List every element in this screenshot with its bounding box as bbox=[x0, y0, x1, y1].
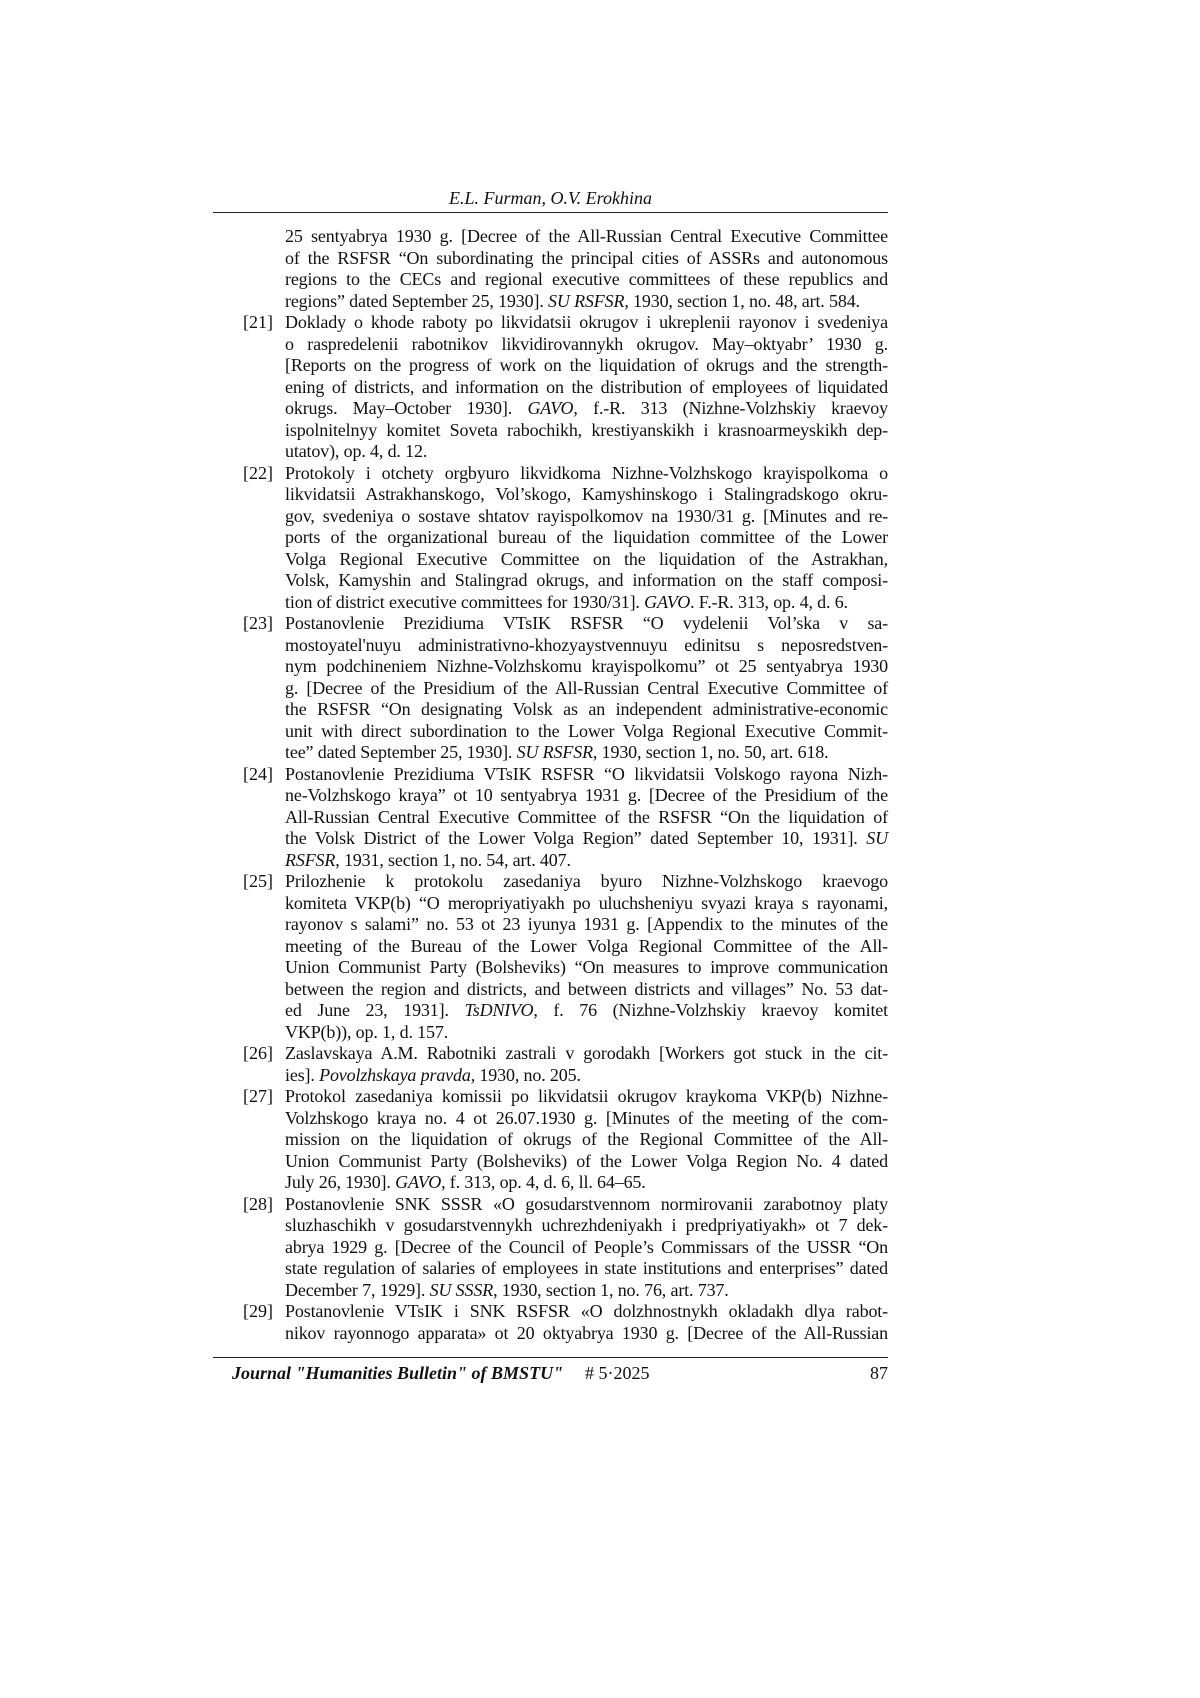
reference-number: [25] bbox=[243, 871, 273, 891]
reference-line bbox=[285, 979, 888, 1001]
reference-text: unit with direct subordination to the Lower Volga Regional Executive Commit- bbox=[285, 720, 888, 741]
reference-text: , 1930, no. 205. bbox=[470, 1064, 581, 1085]
journal-title: Journal "Humanities Bulletin" of BMSTU" bbox=[232, 1363, 564, 1383]
reference-line bbox=[285, 1258, 888, 1280]
reference-line bbox=[285, 850, 888, 872]
reference-line bbox=[285, 420, 888, 442]
reference-line bbox=[285, 785, 888, 807]
reference-line bbox=[285, 656, 888, 678]
reference-text: Postanovlenie VTsIK i SNK RSFSR «O dolzhnostnykh okladakh dlya rabot- bbox=[285, 1301, 888, 1321]
reference-list bbox=[213, 226, 888, 1344]
reference-text: g. [Decree of the Presidium of the All-Russian Central Executive Committee of bbox=[285, 677, 888, 698]
reference-line bbox=[285, 635, 888, 657]
source-title: RSFSR bbox=[285, 849, 336, 870]
reference-text: ening of districts, and information on the distribution of employees of liquidated bbox=[285, 376, 888, 397]
reference-line bbox=[285, 549, 888, 571]
reference-line bbox=[285, 1108, 888, 1130]
reference-text: Union Communist Party (Bolsheviks) “On measures to improve communication bbox=[285, 957, 888, 977]
reference-text: regions” dated September 25, 1930]. bbox=[285, 290, 549, 311]
reference-line bbox=[285, 377, 888, 399]
reference-text: , f.-R. 313 (Nizhne-Volzhskiy kraevoy bbox=[573, 398, 888, 418]
reference-line bbox=[285, 1172, 888, 1194]
reference-entry bbox=[213, 463, 888, 614]
reference-text: tion of district executive committees for 1930/31]. bbox=[285, 591, 645, 612]
reference-text: All-Russian Central Executive Committee of the RSFSR “On the liquidation of bbox=[285, 806, 888, 827]
reference-line bbox=[285, 527, 888, 549]
reference-text: Volzhskogo kraya no. 4 ot 26.07.1930 g. [Minutes of the meeting of the com- bbox=[285, 1107, 888, 1128]
source-title: SU RSFSR bbox=[516, 742, 593, 762]
reference-text: VKP(b)), op. 1, d. 157. bbox=[285, 1021, 449, 1042]
source-title: GAVO bbox=[395, 1172, 442, 1192]
reference-entry bbox=[213, 764, 888, 872]
reference-line bbox=[285, 1086, 888, 1108]
reference-line bbox=[285, 828, 888, 850]
reference-text: ed June 23, 1931]. bbox=[285, 1000, 465, 1020]
reference-text: , 1930, section 1, no. 48, art. 584. bbox=[624, 290, 860, 311]
reference-line bbox=[285, 398, 888, 420]
reference-line bbox=[285, 592, 888, 614]
header-rule bbox=[213, 212, 888, 213]
reference-text: komiteta VKP(b) “O meropriyatiyakh po uluchsheniyu svyazi kraya s rayonami, bbox=[285, 892, 888, 913]
reference-text: state regulation of salaries of employees in state institutions and enterprises” dated bbox=[285, 1258, 888, 1278]
reference-entry bbox=[213, 312, 888, 463]
running-header-authors: E.L. Furman, O.V. Erokhina bbox=[448, 188, 652, 208]
reference-number: [22] bbox=[243, 462, 273, 483]
reference-number: [23] bbox=[243, 613, 273, 633]
reference-line bbox=[285, 678, 888, 700]
reference-entry bbox=[213, 871, 888, 1043]
reference-number: [21] bbox=[243, 312, 273, 332]
reference-text: likvidatsii Astrakhanskogo, Vol’skogo, Kamyshinskogo i Stalingradskogo okru- bbox=[285, 484, 888, 504]
reference-line bbox=[285, 506, 888, 528]
reference-text: [Reports on the progress of work on the liquidation of okrugs and the strength- bbox=[285, 355, 888, 375]
source-title: SU RSFSR bbox=[548, 290, 625, 311]
reference-line bbox=[285, 463, 888, 485]
reference-text: tee” dated September 25, 1930]. bbox=[285, 742, 517, 762]
reference-line bbox=[285, 570, 888, 592]
reference-line bbox=[285, 721, 888, 743]
issue-number: # 5·2025 bbox=[585, 1363, 650, 1383]
reference-line bbox=[285, 355, 888, 377]
reference-number: [24] bbox=[243, 763, 273, 784]
reference-number: [26] bbox=[243, 1043, 273, 1063]
reference-text: regions to the CECs and regional executive committees of these republics and bbox=[285, 269, 888, 289]
reference-text: nikov rayonnogo apparata» ot 20 oktyabrya 1930 g. [Decree of the All-Russian bbox=[285, 1322, 888, 1343]
reference-text: rayonov s salami” no. 53 ot 23 iyunya 1931 g. [Appendix to the minutes of the bbox=[285, 914, 888, 934]
reference-text: , 1931, section 1, no. 54, art. 407. bbox=[335, 849, 571, 870]
reference-number: [29] bbox=[243, 1301, 273, 1321]
reference-line bbox=[285, 1129, 888, 1151]
reference-entry bbox=[213, 226, 888, 312]
reference-line bbox=[285, 957, 888, 979]
reference-text: Doklady o khode raboty po likvidatsii okrugov i ukreplenii rayonov i svedeniya bbox=[285, 312, 888, 332]
reference-text: Union Communist Party (Bolsheviks) of the Lower Volga Region No. 4 dated bbox=[285, 1150, 888, 1171]
reference-line bbox=[285, 484, 888, 506]
reference-text: Postanovlenie SNK SSSR «O gosudarstvennom normirovanii zarabotnoy platy bbox=[285, 1193, 888, 1214]
reference-text: , f. 313, op. 4, d. 6, ll. 64–65. bbox=[441, 1172, 646, 1192]
reference-text: ies]. bbox=[285, 1064, 320, 1085]
reference-text: Postanovlenie Prezidiuma VTsIK RSFSR “O likvidatsii Volskogo rayona Nizh- bbox=[285, 763, 888, 784]
reference-line bbox=[285, 613, 888, 635]
reference-text: okrugs. May–October 1930]. bbox=[285, 398, 528, 418]
reference-text: mostoyatel'nuyu administrativno-khozyaystvennuyu edinitsu s neposredstven- bbox=[285, 634, 888, 655]
reference-line bbox=[285, 226, 888, 248]
reference-line bbox=[285, 764, 888, 786]
reference-text: the Volsk District of the Lower Volga Region” dated September 10, 1931]. bbox=[285, 828, 867, 848]
reference-entry bbox=[213, 1301, 888, 1344]
reference-line bbox=[285, 893, 888, 915]
reference-entry bbox=[213, 1194, 888, 1302]
reference-line bbox=[285, 248, 888, 270]
reference-line bbox=[285, 742, 888, 764]
source-title: GAVO bbox=[644, 591, 691, 612]
page-number: 87 bbox=[870, 1363, 888, 1383]
reference-text: of the RSFSR “On subordinating the principal cities of ASSRs and autonomous bbox=[285, 247, 888, 268]
reference-text: December 7, 1929]. bbox=[285, 1279, 430, 1300]
reference-text: sluzhaschikh v gosudarstvennykh uchrezhdeniyakh i predpriyatiyakh» ot 7 dek- bbox=[285, 1215, 888, 1235]
reference-text: Prilozhenie k protokolu zasedaniya byuro Nizhne-Volzhskogo kraevogo bbox=[285, 871, 888, 891]
source-title: SU bbox=[866, 828, 888, 848]
reference-line bbox=[285, 1280, 888, 1302]
reference-number: [28] bbox=[243, 1193, 273, 1214]
reference-text: 25 sentyabrya 1930 g. [Decree of the All-Russian Central Executive Committee bbox=[285, 226, 888, 246]
reference-text: ports of the organizational bureau of the liquidation committee of the Lower bbox=[285, 527, 888, 547]
reference-entry bbox=[213, 1043, 888, 1086]
reference-line bbox=[285, 699, 888, 721]
reference-text: ispolnitelnyy komitet Soveta rabochikh, krestiyanskikh i krasnoarmeyskikh dep- bbox=[285, 419, 888, 440]
reference-text: gov, svedeniya o sostave shtatov rayispolkomov na 1930/31 g. [Minutes and re- bbox=[285, 505, 888, 526]
reference-line bbox=[285, 1022, 888, 1044]
reference-text: . F.-R. 313, op. 4, d. 6. bbox=[690, 591, 848, 612]
reference-line bbox=[285, 1237, 888, 1259]
reference-text: Volsk, Kamyshin and Stalingrad okrugs, and information on the staff composi- bbox=[285, 570, 888, 590]
reference-text: Protokoly i otchety orgbyuro likvidkoma Nizhne-Volzhskogo krayispolkoma o bbox=[285, 462, 888, 483]
reference-text: mission on the liquidation of okrugs of the Regional Committee of the All- bbox=[285, 1129, 888, 1149]
reference-number: [27] bbox=[243, 1086, 273, 1106]
reference-line bbox=[285, 441, 888, 463]
reference-line bbox=[285, 1323, 888, 1345]
reference-line bbox=[285, 1043, 888, 1065]
reference-line bbox=[285, 291, 888, 313]
reference-line bbox=[285, 1194, 888, 1216]
reference-line bbox=[285, 1151, 888, 1173]
reference-line bbox=[285, 936, 888, 958]
reference-text: between the region and districts, and between districts and villages” No. 53 dat- bbox=[285, 978, 888, 999]
reference-line bbox=[285, 1301, 888, 1323]
reference-line bbox=[285, 1215, 888, 1237]
reference-text: Postanovlenie Prezidiuma VTsIK RSFSR “O vydelenii Vol’ska v sa- bbox=[285, 613, 888, 633]
reference-line bbox=[285, 807, 888, 829]
reference-entry bbox=[213, 613, 888, 764]
reference-text: ne-Volzhskogo kraya” ot 10 sentyabrya 1931 g. [Decree of the Presidium of the bbox=[285, 785, 888, 805]
reference-text: , f. 76 (Nizhne-Volzhskiy kraevoy komitet bbox=[533, 1000, 889, 1020]
reference-line bbox=[285, 334, 888, 356]
reference-line bbox=[285, 914, 888, 936]
footer-rule bbox=[213, 1357, 888, 1358]
reference-line bbox=[285, 269, 888, 291]
reference-entry bbox=[213, 1086, 888, 1194]
reference-line bbox=[285, 871, 888, 893]
reference-text: , 1930, section 1, no. 50, art. 618. bbox=[592, 742, 829, 762]
reference-text: Protokol zasedaniya komissii po likvidatsii okrugov kraykoma VKP(b) Nizhne- bbox=[285, 1086, 888, 1106]
reference-text: meeting of the Bureau of the Lower Volga Regional Committee of the All- bbox=[285, 935, 888, 956]
reference-text: July 26, 1930]. bbox=[285, 1172, 396, 1192]
reference-text: , 1930, section 1, no. 76, art. 737. bbox=[493, 1279, 729, 1300]
reference-text: abrya 1929 g. [Decree of the Council of People’s Commissars of the USSR “On bbox=[285, 1236, 888, 1257]
source-title: TsDNIVO bbox=[464, 1000, 534, 1020]
reference-text: Volga Regional Executive Committee on the liquidation of the Astrakhan, bbox=[285, 548, 888, 569]
source-title: GAVO bbox=[527, 398, 574, 418]
source-title: SU SSSR bbox=[429, 1279, 494, 1300]
reference-text: o raspredelenii rabotnikov likvidirovannykh okrugov. May–oktyabr’ 1930 g. bbox=[285, 333, 888, 354]
reference-line bbox=[285, 312, 888, 334]
reference-text: nym podchineniem Nizhne-Volzhskomu krayispolkomu” ot 25 sentyabrya 1930 bbox=[285, 656, 888, 676]
reference-line bbox=[285, 1065, 888, 1087]
source-title: Povolzhskaya pravda bbox=[319, 1064, 471, 1085]
reference-text: the RSFSR “On designating Volsk as an independent administrative-economic bbox=[285, 699, 888, 719]
reference-line bbox=[285, 1000, 888, 1022]
reference-text: Zaslavskaya A.M. Rabotniki zastrali v gorodakh [Workers got stuck in the cit- bbox=[285, 1043, 888, 1063]
reference-text: utatov), op. 4, d. 12. bbox=[285, 441, 428, 461]
